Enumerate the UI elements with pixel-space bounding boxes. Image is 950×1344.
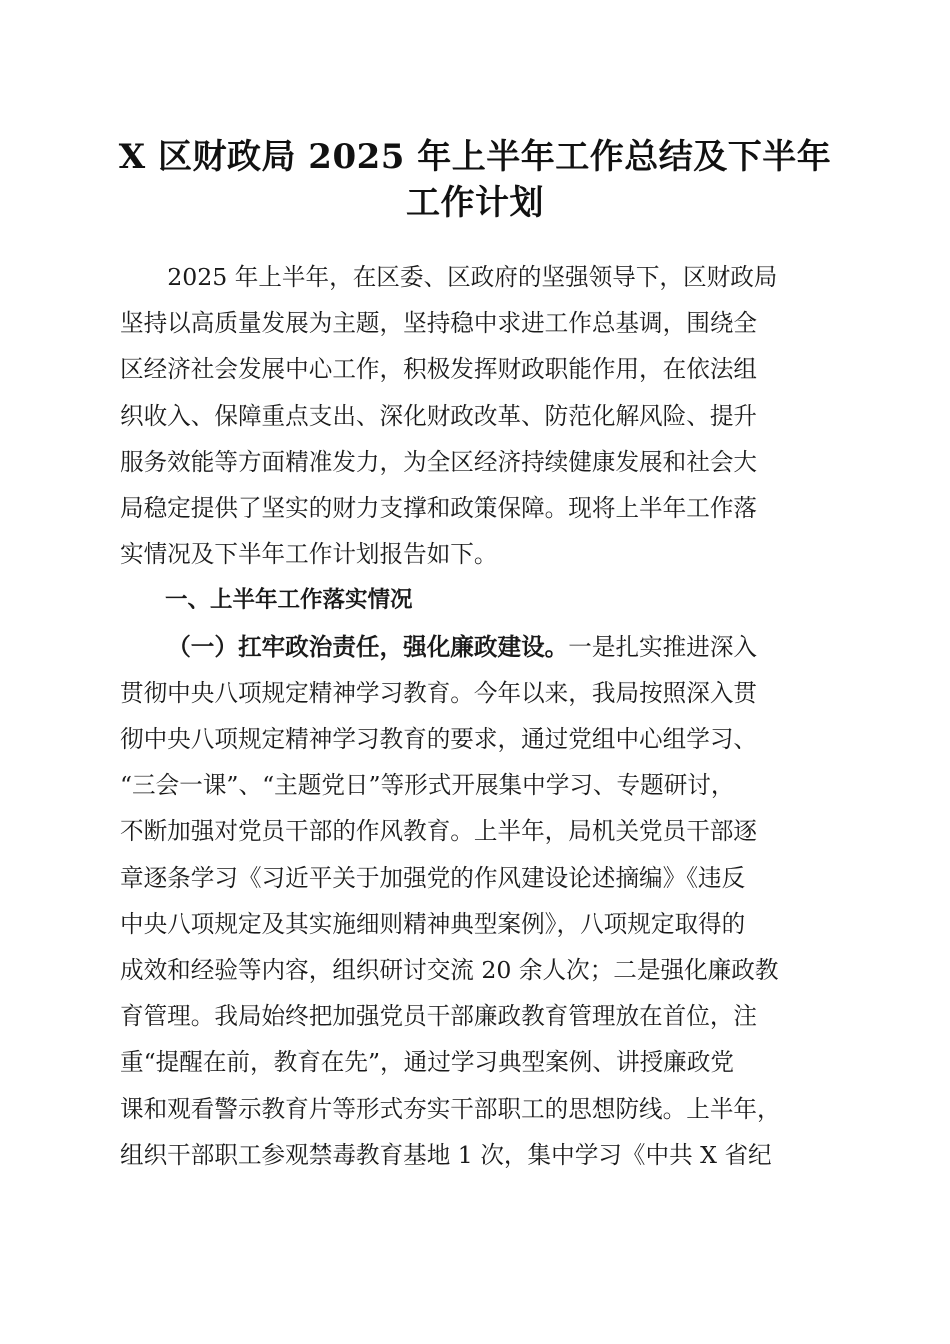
text-line: 组织干部职工参观禁毒教育基地 1 次，集中学习《中共 X 省纪 — [120, 1140, 772, 1169]
text-line — [120, 624, 830, 670]
text-line: 2025 年上半年，在区委、区政府的坚强领导下，区财政局 — [167, 263, 778, 291]
text-line: 服务效能等方面精准发力，为全区经济持续健康发展和社会大 — [120, 447, 758, 476]
text-line: 贯彻中央八项规定精神学习教育。今年以来，我局按照深入贯 — [120, 678, 758, 707]
text-line: 育管理。我局始终把加强党员干部廉政教育管理放在首位，注 — [120, 1002, 758, 1031]
text-line: 重“提醒在前，教育在先”，通过学习典型案例、讲授廉政党 — [120, 1048, 734, 1077]
text-line: 局稳定提供了坚实的财力支撑和政策保障。现将上半年工作落 — [120, 494, 758, 523]
text-line: 织收入、保障重点支出、深化财政改革、防范化解风险、提升 — [120, 401, 758, 430]
subsection-heading: （一）扛牢政治责任，强化廉政建设。 — [167, 632, 569, 661]
text-line: 课和观看警示教育片等形式夯实干部职工的思想防线。上半年， — [120, 1094, 781, 1123]
text-line: 不断加强对党员干部的作风教育。上半年，局机关党员干部逐 — [120, 817, 758, 846]
document-title — [100, 134, 850, 226]
title-line: X 区财政局 2025 年上半年工作总结及下半年 — [118, 137, 832, 177]
text-line: “三会一课”、“主题党日”等形式开展集中学习、专题研讨， — [120, 771, 735, 800]
text-line: 坚持以高质量发展为主题，坚持稳中求进工作总基调，围绕全 — [120, 309, 758, 338]
title-line: 工作计划 — [406, 183, 544, 223]
text-line: 中央八项规定及其实施细则精神典型案例》，八项规定取得的 — [120, 909, 746, 938]
text-line: 彻中央八项规定精神学习教育的要求，通过党组中心组学习、 — [120, 725, 758, 754]
text-line: 成效和经验等内容，组织研讨交流 20 余人次；二是强化廉政教 — [120, 956, 779, 985]
text-run: 一是扎实推进深入 — [568, 632, 758, 661]
text-line: 章逐条学习《习近平关于加强党的作风建设论述摘编》《违反 — [120, 863, 746, 892]
section-heading: 一、上半年工作落实情况 — [165, 587, 413, 614]
text-line: 区经济社会发展中心工作，积极发挥财政职能作用，在依法组 — [120, 355, 758, 384]
document-body — [120, 254, 830, 1178]
subsection-paragraph — [120, 624, 830, 1178]
text-line: 实情况及下半年工作计划报告如下。 — [120, 540, 498, 569]
intro-paragraph — [120, 254, 830, 577]
